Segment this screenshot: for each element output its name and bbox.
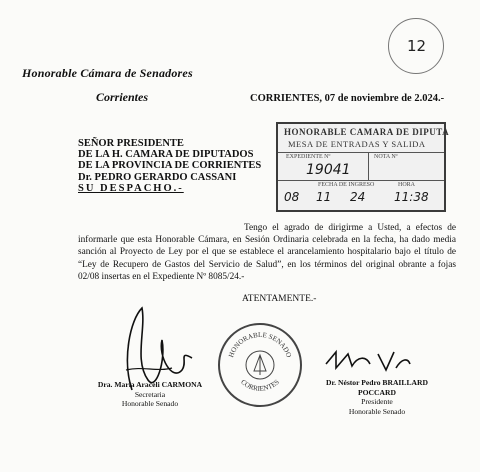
- entry-stamp-nota-label: NOTA Nº: [374, 154, 398, 160]
- closing: ATENTAMENTE.-: [242, 294, 317, 304]
- addressee-line-2: DE LA H. CAMARA DE DIPUTADOS: [78, 149, 254, 161]
- entry-stamp-day: 08: [284, 190, 300, 204]
- signature-left-role: Secretaria: [134, 389, 166, 399]
- body-paragraph: [78, 222, 456, 283]
- senate-seal: [218, 323, 302, 407]
- entry-stamp-expediente-label: EXPEDIENTE Nº: [286, 154, 331, 160]
- signature-right-name: Dr. Néstor Pedro BRAILLARD POCCARD: [326, 378, 428, 397]
- entry-stamp-subheader: MESA DE ENTRADAS Y SALIDA: [288, 139, 426, 149]
- signature-right-role: Presidente: [361, 397, 393, 406]
- seal-text-top: HONORABLE SENADO: [227, 330, 293, 359]
- addressee-block: [78, 138, 261, 194]
- signature-left-name: Dra. María Araceli CARMONA: [97, 380, 203, 389]
- entry-stamp-month: 11: [316, 190, 332, 204]
- entry-stamp: [276, 122, 450, 212]
- entry-stamp-fecha-label: FECHA DE INGRESO: [318, 182, 375, 188]
- addressee-line-1: SEÑOR PRESIDENTE: [78, 138, 184, 149]
- addressee-line-5: SU DESPACHO.-: [78, 182, 184, 194]
- signature-right-scribble: [322, 344, 412, 376]
- signature-left-body: Honorable Senado: [121, 399, 179, 408]
- seal-text-bottom: CORRIENTES: [239, 378, 281, 393]
- letterhead-city: Corrientes: [96, 90, 149, 104]
- page-number-stamp: [388, 18, 444, 74]
- addressee-line-3: DE LA PROVINCIA DE CORRIENTES: [78, 160, 262, 172]
- document-date: CORRIENTES, 07 de noviembre de 2.024.-: [250, 93, 445, 104]
- entry-stamp-time: 11:38: [394, 190, 429, 204]
- signature-right-body: Honorable Senado: [348, 406, 406, 416]
- letterhead-title: Honorable Cámara de Senadores: [22, 66, 193, 80]
- signature-right-block: [308, 378, 446, 416]
- signature-left-block: [92, 380, 208, 409]
- body-text: Tengo el agrado de dirigirme a Usted, a efectos de informarle que esta Honorable Cámara, en Sesión Ordinaria celebrada en la fecha, ha dado media sanción al Proyecto de Ley por el que se establece el arancelamiento hospitalario bajo el título de “Ley de Recupero de Gastos del Servicio de Salud”, en los términos del original obrante a fojas 02/08 insertas en el Expediente Nº 8085/24.-: [78, 223, 456, 282]
- entry-stamp-year: 24: [350, 190, 366, 204]
- entry-stamp-hora-label: HORA: [398, 182, 416, 188]
- seal-graphic: [220, 325, 300, 405]
- addressee-line-4: Dr. PEDRO GERARDO CASSANI: [78, 171, 237, 183]
- entry-stamp-expediente-value: 19041: [306, 162, 351, 178]
- entry-stamp-header: HONORABLE CAMARA DE DIPUTA: [284, 127, 450, 137]
- page-number: 12: [407, 37, 427, 55]
